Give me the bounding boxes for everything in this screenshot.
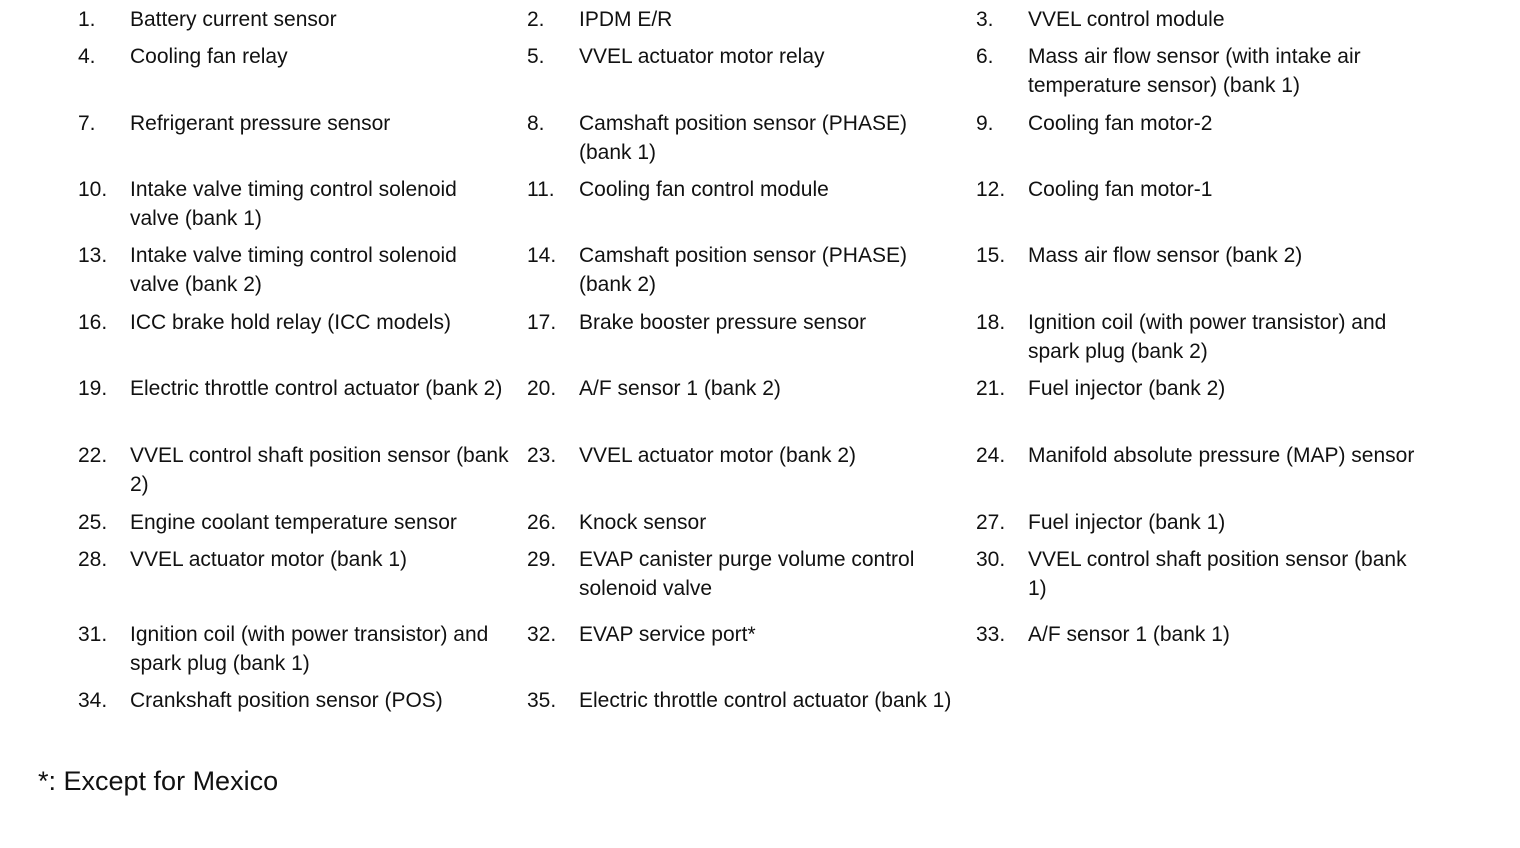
legend-item-label: Cooling fan motor-2 [1028,112,1213,135]
legend-item-number: 12. [976,178,1006,201]
legend-item-number: 7. [78,112,96,135]
legend-item-label: EVAP canister purge volume control solenoid valve [579,548,915,600]
legend-item-label: Cooling fan control module [579,178,829,201]
legend-item-label: Intake valve timing control solenoid valve (bank 1) [130,178,457,230]
legend-item-number: 28. [78,548,108,571]
legend-item-number: 26. [527,511,557,534]
legend-item-label: A/F sensor 1 (bank 1) [1028,623,1230,646]
legend-item-number: 24. [976,444,1006,467]
legend-item-number: 5. [527,45,545,68]
legend-item-number: 18. [976,311,1006,334]
legend-item-label: Ignition coil (with power transistor) and spark plug (bank 2) [1028,311,1387,363]
legend-item-label: Manifold absolute pressure (MAP) sensor [1028,444,1415,467]
legend-item-number: 30. [976,548,1006,571]
legend-item-number: 1. [78,8,96,31]
legend-item-number: 20. [527,377,557,400]
legend-item-label: Cooling fan relay [130,45,288,68]
legend-item-number: 22. [78,444,108,467]
legend-item-number: 2. [527,8,545,31]
legend-item-number: 3. [976,8,994,31]
legend-item-label: Mass air flow sensor (with intake air temperature sensor) (bank 1) [1028,45,1361,97]
legend-item-label: VVEL actuator motor relay [579,45,825,68]
legend-item-number: 8. [527,112,545,135]
legend-item-number: 4. [78,45,96,68]
legend-item-label: Knock sensor [579,511,707,534]
legend-item-number: 33. [976,623,1006,646]
legend-item-number: 6. [976,45,994,68]
legend-item-label: VVEL actuator motor (bank 1) [130,548,408,571]
legend-item-number: 34. [78,689,108,712]
legend-item-number: 25. [78,511,108,534]
legend-item-label: IPDM E/R [579,8,673,31]
legend-item-number: 29. [527,548,557,571]
legend-item-number: 15. [976,244,1006,267]
legend-item-label: Fuel injector (bank 2) [1028,377,1226,400]
legend-item-label: Ignition coil (with power transistor) and spark plug (bank 1) [130,623,489,675]
legend-item-number: 16. [78,311,108,334]
legend-item-label: EVAP service port* [579,623,756,646]
legend-item-label: VVEL actuator motor (bank 2) [579,444,857,467]
legend-item-number: 10. [78,178,108,201]
legend-item-label: Mass air flow sensor (bank 2) [1028,244,1303,267]
legend-item-label: VVEL control shaft position sensor (bank 1) [1028,548,1407,600]
legend-item-label: Engine coolant temperature sensor [130,511,457,534]
legend-item-number: 32. [527,623,557,646]
footnote: *: Except for Mexico [38,766,279,796]
legend-item-label: Camshaft position sensor (PHASE) (bank 2) [579,244,907,296]
legend-item-label: VVEL control module [1028,8,1225,31]
legend-item-number: 17. [527,311,557,334]
legend-item-number: 14. [527,244,557,267]
legend-item-number: 35. [527,689,557,712]
legend-item-number: 27. [976,511,1006,534]
legend-item-number: 21. [976,377,1006,400]
legend-item-number: 19. [78,377,108,400]
legend-item-label: Battery current sensor [130,8,337,31]
legend-item-label: Refrigerant pressure sensor [130,112,391,135]
legend-item-label: Fuel injector (bank 1) [1028,511,1226,534]
legend-item-label: Electric throttle control actuator (bank 2) [130,377,503,400]
legend-item-label: VVEL control shaft position sensor (bank 2) [130,444,509,496]
legend-item-number: 13. [78,244,108,267]
legend-item-label: Crankshaft position sensor (POS) [130,689,443,712]
legend-item-label: A/F sensor 1 (bank 2) [579,377,781,400]
legend-item-label: Brake booster pressure sensor [579,311,867,334]
legend-item-label: Cooling fan motor-1 [1028,178,1213,201]
legend-item-label: Camshaft position sensor (PHASE) (bank 1) [579,112,907,164]
legend-item-label: Electric throttle control actuator (bank 1) [579,689,952,712]
legend-item-number: 9. [976,112,994,135]
legend-item-number: 31. [78,623,108,646]
legend-item-number: 11. [527,178,555,201]
legend-item-label: Intake valve timing control solenoid valve (bank 2) [130,244,457,296]
legend-item-number: 23. [527,444,557,467]
legend-item-label: ICC brake hold relay (ICC models) [130,311,451,334]
